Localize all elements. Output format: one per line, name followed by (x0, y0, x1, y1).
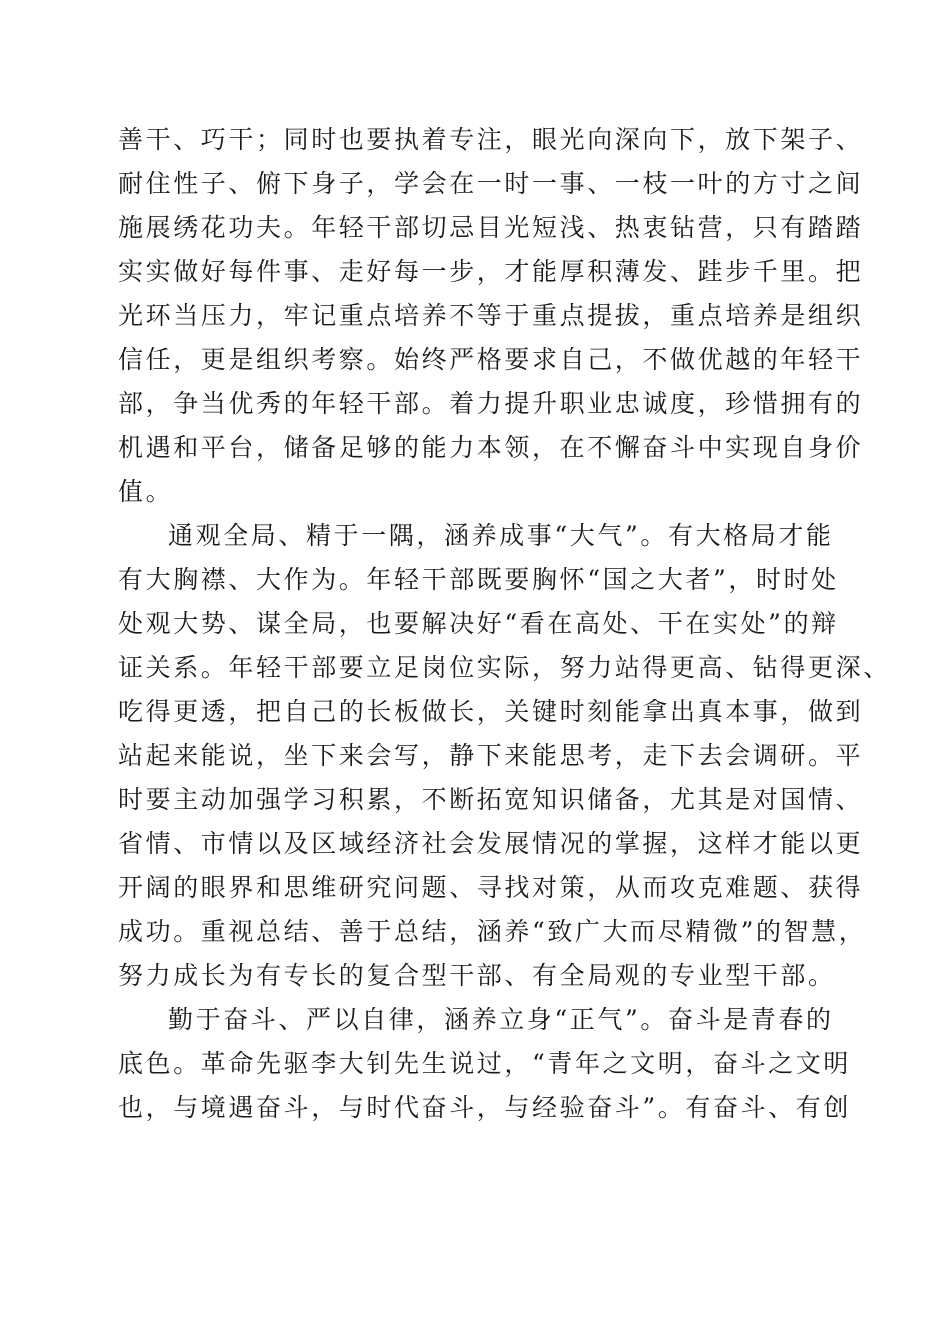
text-line: 也，与境遇奋斗，与时代奋斗，与经验奋斗”。有奋斗、有创 (118, 1093, 851, 1122)
text-line: 底色。革命先驱李大钊先生说过，“青年之文明，奋斗之文明 (118, 1049, 851, 1078)
text-line: 信任，更是组织考察。始终严格要求自己，不做优越的年轻干 (118, 345, 864, 374)
text-line: 善干、巧干；同时也要执着专注，眼光向深向下，放下架子、 (118, 125, 864, 154)
text-line: 光环当压力，牢记重点培养不等于重点提拔，重点培养是组织 (118, 301, 864, 330)
text-line: 时要主动加强学习积累，不断拓宽知识储备，尤其是对国情、 (118, 785, 864, 814)
paragraph-first-line: 通观全局、精于一隅，涵养成事“大气”。有大格局才能 (168, 521, 834, 550)
text-line: 站起来能说，坐下来会写，静下来能思考，走下去会调研。平 (118, 741, 864, 770)
text-line: 有大胸襟、大作为。年轻干部既要胸怀“国之大者”，时时处 (118, 565, 839, 594)
text-line: 机遇和平台，储备足够的能力本领，在不懈奋斗中实现自身价 (118, 433, 864, 462)
text-line: 施展绣花功夫。年轻干部切忌目光短浅、热衷钻营，只有踏踏 (118, 213, 864, 242)
text-line: 实实做好每件事、走好每一步，才能厚积薄发、跬步千里。把 (118, 257, 864, 286)
text-line: 成功。重视总结、善于总结，涵养“致广大而尽精微”的智慧， (118, 917, 867, 946)
text-line: 部，争当优秀的年轻干部。着力提升职业忠诚度，珍惜拥有的 (118, 389, 864, 418)
text-line: 处观大势、谋全局，也要解决好“看在高处、干在实处”的辩 (118, 609, 839, 638)
text-line: 省情、市情以及区域经济社会发展情况的掌握，这样才能以更 (118, 829, 864, 858)
paragraph-first-line: 勤于奋斗、严以自律，涵养立身“正气”。奋斗是青春的 (168, 1005, 834, 1034)
text-line: 值。 (118, 477, 174, 506)
text-line: 吃得更透，把自己的长板做长，关键时刻能拿出真本事，做到 (118, 697, 864, 726)
text-line: 努力成长为有专长的复合型干部、有全局观的专业型干部。 (118, 961, 836, 990)
text-line: 证关系。年轻干部要立足岗位实际，努力站得更高、钻得更深、 (118, 653, 891, 682)
text-line: 开阔的眼界和思维研究问题、寻找对策，从而攻克难题、获得 (118, 873, 864, 902)
text-line: 耐住性子、俯下身子，学会在一时一事、一枝一叶的方寸之间 (118, 169, 864, 198)
